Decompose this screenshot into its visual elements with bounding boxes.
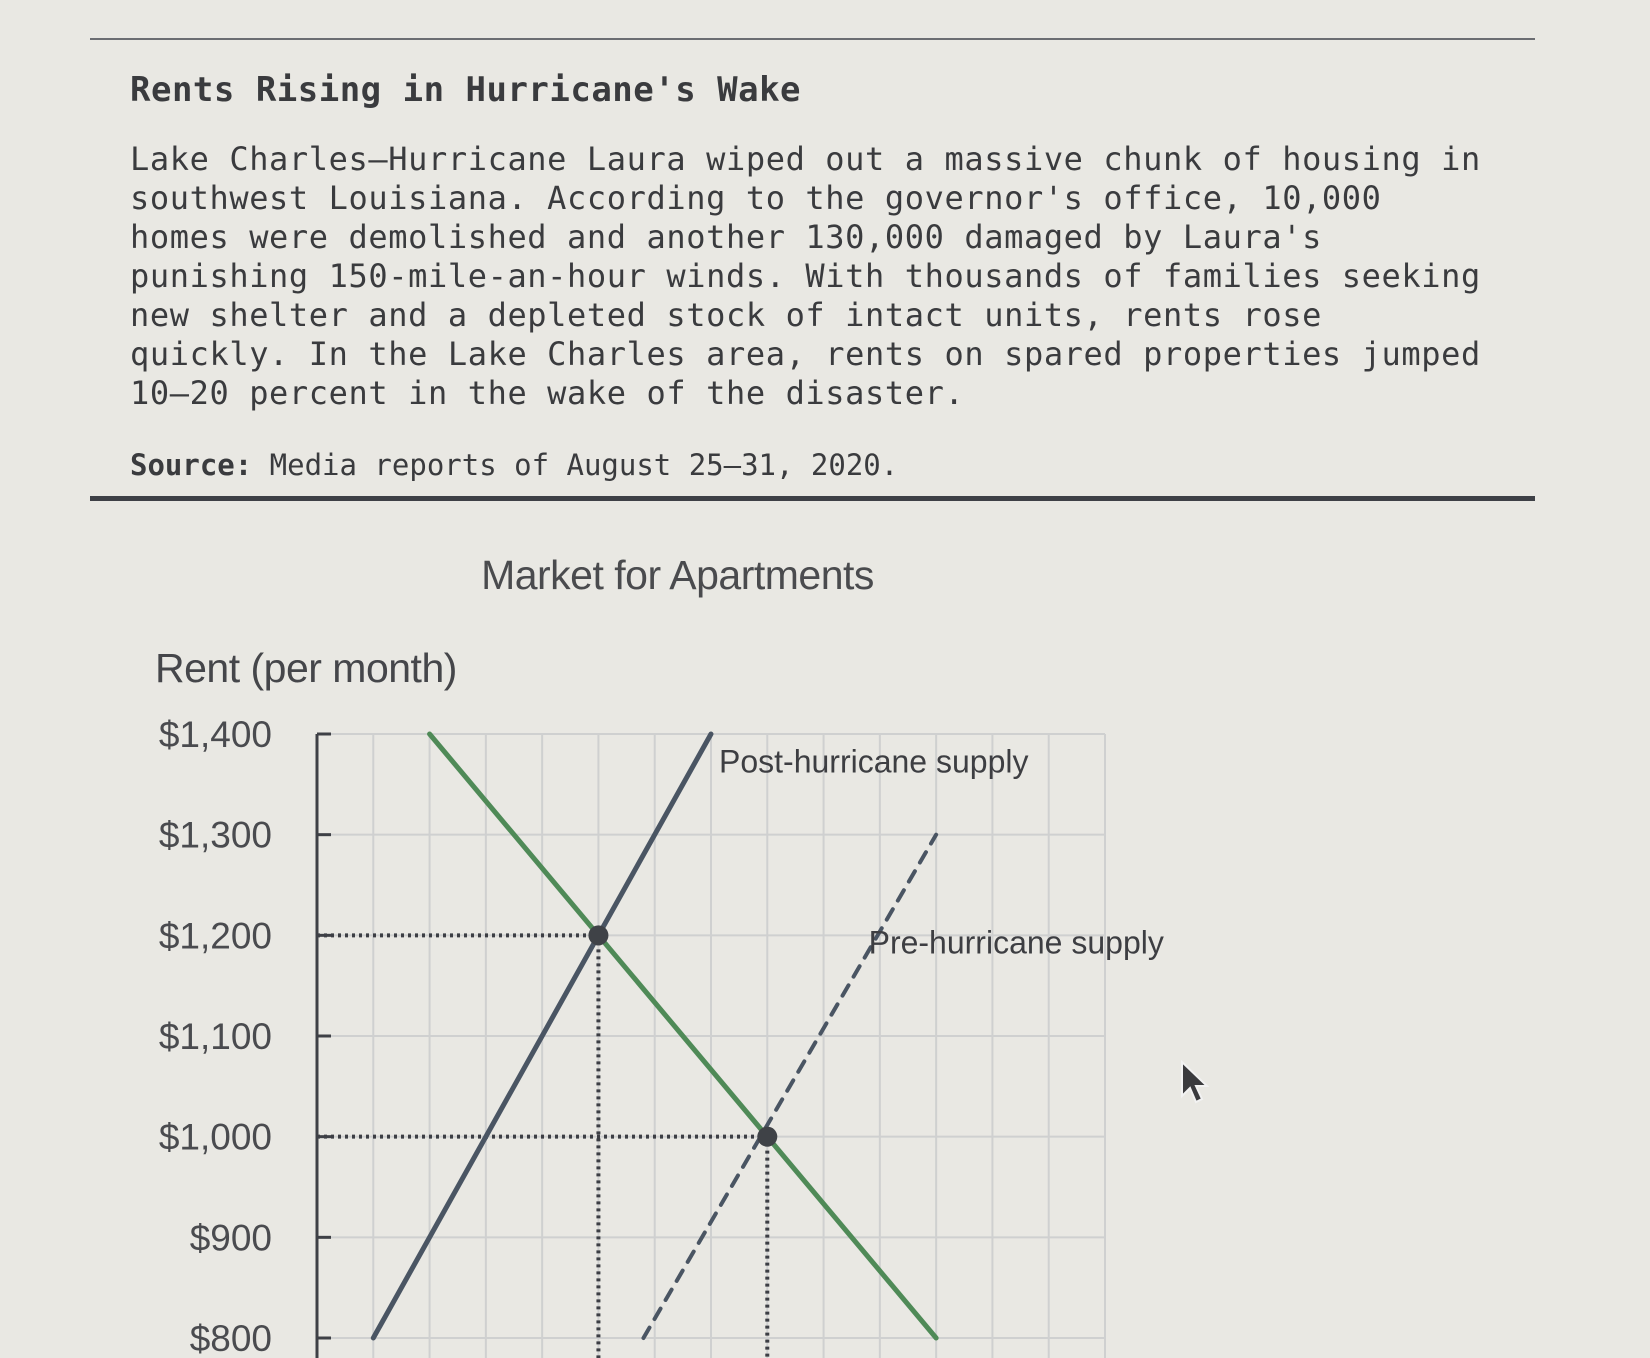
equilibrium-point	[588, 925, 608, 945]
chart-labels	[719, 743, 1164, 960]
article-headline: Rents Rising in Hurricane's Wake	[130, 70, 802, 110]
pre-hurricane-supply-label: Pre-hurricane supply	[868, 924, 1164, 961]
y-tick-label: $1,100	[158, 1016, 272, 1057]
y-axis	[159, 714, 331, 1358]
mouse-pointer-icon	[1180, 1060, 1214, 1106]
equilibrium-point	[757, 1127, 777, 1147]
source-text: Media reports of August 25–31, 2020.	[252, 448, 899, 482]
y-tick-label: $1,200	[158, 915, 272, 957]
y-axis-label: Rent (per month)	[155, 645, 457, 691]
y-tick-label: $1,000	[158, 1116, 272, 1158]
pre-hurricane-supply-line	[643, 835, 936, 1338]
chart-title: Market for Apartments	[481, 552, 874, 598]
y-tick-label: $800	[189, 1318, 272, 1358]
y-tick-label: $1,400	[158, 714, 272, 755]
y-tick-label: $900	[189, 1217, 272, 1259]
article-body: Lake Charles—Hurricane Laura wiped out a massive chunk of housing in southwest Louisiana. According to the governor's office, 10,000 homes were demolished and another 130,000 damaged by Laura's punishing 150-mile-an-hour winds. With thousands of families seeking new shelter and a depleted stock of intact units, rents rose quickly. In the Lake Charles area, rents on spared properties jumped 10–20 percent in the wake of the disaster.	[130, 140, 1481, 412]
y-tick-label: $1,300	[158, 814, 272, 856]
source-label: Source:	[130, 448, 253, 482]
post-hurricane-supply-label: Post-hurricane supply	[719, 743, 1029, 780]
chart-grid	[317, 734, 1105, 1358]
